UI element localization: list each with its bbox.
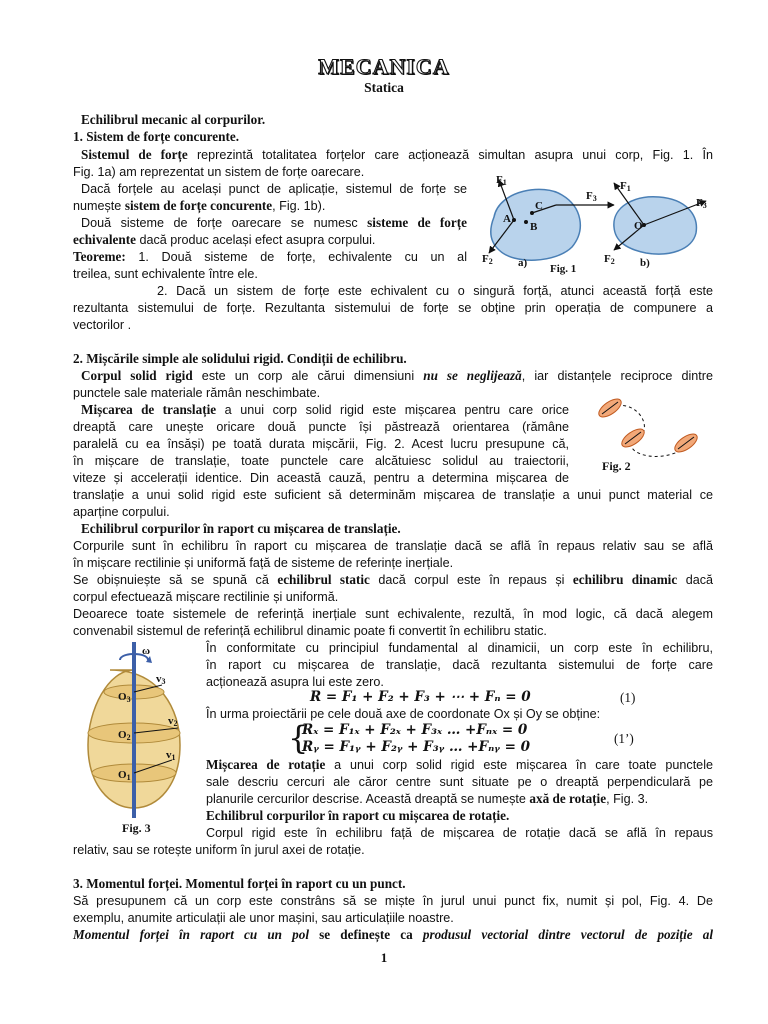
fig1-label-F3a: F3 xyxy=(586,190,597,203)
s1-paragraph-3-line-1: Două sisteme de forțe oarecare se numesc sisteme de forțe xyxy=(81,215,467,230)
heading-equilibrium-rotation: Echilibrul corpurilor în raport cu mișcarea de rotație. xyxy=(206,808,510,823)
s1-paragraph-1-line-2: Fig. 1a) am reprezentat un sistem de forțe oarecare. xyxy=(73,165,365,179)
equation-2-number: (1’) xyxy=(614,731,634,746)
s2-paragraph-2-line-1: Mișcarea de translație a unui corp solid rigid este mișcarea pentru care orice xyxy=(81,402,569,417)
s2-paragraph-2-line-4: în mișcare de translație, toate punctele care alcătuiesc solidul au traiectorii, xyxy=(73,454,569,468)
fig3-label-O1: O1 xyxy=(118,769,131,782)
s2-paragraph-2-line-7: aparține corpului. xyxy=(73,505,170,519)
figure-2 xyxy=(588,388,708,478)
s3-paragraph-2-line-1: Momentul forței în raport cu un pol se definește ca produsul vectorial dintre vectorul de poziție al xyxy=(73,927,714,942)
page-subtitle: Statica xyxy=(364,80,404,95)
section-3-heading: 3. Momentul forței. Momentul forței în raport cu un punct. xyxy=(73,876,406,891)
s2-paragraph-3-line-2: în mișcare rectilinie și uniformă față de sisteme de referințe inerțiale. xyxy=(73,556,454,570)
s2-paragraph-2-line-3: paralelă cu ea însăși) pe toată durata mișcării, Fig. 2. Acest lucru presupune că, xyxy=(73,437,569,451)
fig1-point-B: B xyxy=(530,221,538,233)
equation-2-brace: { xyxy=(288,719,309,757)
fig1-label-b: b) xyxy=(640,257,650,269)
s2-paragraph-6-line-3: acționează asupra lui este zero. xyxy=(206,675,384,689)
theorem-1-line-2: treilea, sunt echivalente între ele. xyxy=(73,267,258,281)
s1-paragraph-3-line-2: echivalente dacă produc același efect asupra corpului. xyxy=(73,232,376,247)
fig3-label-v3: v3 xyxy=(156,673,166,686)
page-title: MECANICA xyxy=(318,54,450,79)
s2-paragraph-2-line-2: dreaptă care unește oricare două puncte își păstrează orientarea (rămâne xyxy=(73,420,569,434)
fig1-label-F2a: F2 xyxy=(482,253,493,266)
s2-paragraph-4-line-2: corpul efectuează mișcare rectilinie și uniformă. xyxy=(73,590,339,604)
fig1-label-F2b: F2 xyxy=(604,253,615,266)
page-number: 1 xyxy=(380,950,388,965)
s3-paragraph-1-line-1: Să presupunem că un corp este constrâns să se miște în jurul unui punct fix, numit și pol, Fig. 4. De xyxy=(73,894,713,908)
fig1-label-a: a) xyxy=(518,257,528,269)
fig1-point-O: O xyxy=(634,220,643,232)
fig3-label-O2: O2 xyxy=(118,729,131,742)
theorem-2-line-2: rezultanta sistemului de forțe. Rezultanta sistemului de forțe se obține prin operația de compunere a xyxy=(73,301,713,315)
theorem-2-line-3: vectorilor . xyxy=(73,318,132,332)
heading-equilibrium-translation: Echilibrul corpurilor în raport cu mișcarea de translație. xyxy=(81,521,401,536)
s2-paragraph-9-line-1: Corpul rigid este în echilibru față de mișcarea de rotație dacă se află în repaus xyxy=(206,826,713,840)
fig3-label-v1: v1 xyxy=(166,749,176,762)
section-1-heading: 1. Sistem de forțe concurente. xyxy=(73,129,240,144)
fig3-label-v2: v2 xyxy=(168,715,178,728)
s2-paragraph-2-line-5: viteze și accelerații identice. Din această cauză, pentru a determina mișcarea de xyxy=(73,471,569,485)
s2-paragraph-4-line-1: Se obișnuiește să se spună că echilibrul static dacă corpul este în repaus și echilibru dinamic dacă xyxy=(73,572,714,587)
s3-paragraph-1-line-2: exemplu, anumite articulații ale unor mașini, sau articulațiile noastre. xyxy=(73,911,454,925)
heading-equilibrium: Echilibrul mecanic al corpurilor. xyxy=(81,112,266,127)
s2-paragraph-2-line-6: translație a unui solid rigid este suficient să determinăm mișcarea de translație a unui punct material ce xyxy=(73,488,713,502)
s2-paragraph-1-line-2: punctele sale materiale rămân neschimbate. xyxy=(73,386,321,400)
s1-paragraph-2-line-1: Dacă forțele au același punct de aplicație, sistemul de forțe se xyxy=(81,182,467,196)
s2-paragraph-8-line-3: planurile cercurilor descrise. Această dreaptă se numește axă de rotație, Fig. 3. xyxy=(206,791,649,806)
fig1-label-F1b: F1 xyxy=(620,180,631,193)
s2-paragraph-1: Corpul solid rigid este un corp ale cărui dimensiuni nu se neglijează, iar distanțele reciproce dintre xyxy=(81,368,713,383)
s2-paragraph-8-line-1: Mișcarea de rotație a unui corp solid rigid este mișcarea în care toate punctele xyxy=(206,757,713,772)
theorem-2-line-1: 2. Dacă un sistem de forțe este echivalent cu o singură forță, atunci această forță este xyxy=(157,284,713,298)
s1-paragraph-2-line-2: numește sistem de forțe concurente, Fig. 1b). xyxy=(73,198,326,213)
equation-1-number: (1) xyxy=(620,690,636,705)
fig1-point-C: C xyxy=(535,200,543,212)
fig1-caption: Fig. 1 xyxy=(550,263,577,275)
figure-1b-body xyxy=(614,183,706,254)
s2-paragraph-9-line-2: relativ, sau se rotește uniform în jurul axei de rotație. xyxy=(73,843,365,857)
theorem-1-line-1: Teoreme: 1. Două sisteme de forțe, echivalente cu un al xyxy=(73,249,467,264)
equation-1: R = F₁ + F₂ + F₃ + ⋯ + Fₙ = 0 xyxy=(310,689,531,705)
s2-paragraph-3-line-1: Corpurile sunt în echilibru în raport cu mișcarea de translație dacă se află în repaus relativ sau se află xyxy=(73,539,713,553)
s2-paragraph-7: În urma proiectării pe cele două axe de coordonate Ox și Oy se obține: xyxy=(206,707,601,721)
s2-paragraph-6-line-2: în raport cu mișcarea de translație, dacă rezultanta sistemului de forțe care xyxy=(206,658,713,672)
figure-1 xyxy=(474,165,724,280)
fig3-label-O3: O3 xyxy=(118,691,131,704)
s1-paragraph-1: Sistemul de forțe reprezintă totalitatea forțelor care acționează simultan asupra unui corp, Fig. 1. În xyxy=(81,147,713,162)
fig1-point-A: A xyxy=(503,213,511,225)
figure-3 xyxy=(80,640,198,836)
fig1-label-F3b: F3 xyxy=(696,197,707,210)
s2-paragraph-5-line-1: Deoarece toate sistemele de referință inerțiale sunt echivalente, rezultă, în mod logic, că dacă alegem xyxy=(73,607,713,621)
fig3-omega: ω xyxy=(142,645,151,657)
s2-paragraph-5-line-2: convenabil sistemul de referință echilibrul dinamic poate fi convertit în echilibru static. xyxy=(73,624,547,638)
fig2-caption: Fig. 2 xyxy=(602,459,631,473)
fig3-caption: Fig. 3 xyxy=(122,821,151,835)
s2-paragraph-8-line-2: sale descriu cercuri ale căror centre sunt situate pe o dreaptă perpendiculară pe xyxy=(206,775,713,789)
s2-paragraph-6-line-1: În conformitate cu principiul fundamental al dinamicii, un corp este în echilibru, xyxy=(206,641,713,655)
equation-2b: Rᵧ = F₁ᵧ + F₂ᵧ + F₃ᵧ … +Fₙᵧ = 0 xyxy=(302,739,530,755)
section-2-heading: 2. Mișcările simple ale solidului rigid. Condiții de echilibru. xyxy=(73,351,407,366)
fig1-label-F1a: F1 xyxy=(496,174,507,187)
equation-2a: Rₓ = F₁ₓ + F₂ₓ + F₃ₓ … +Fₙₓ = 0 xyxy=(302,722,528,738)
